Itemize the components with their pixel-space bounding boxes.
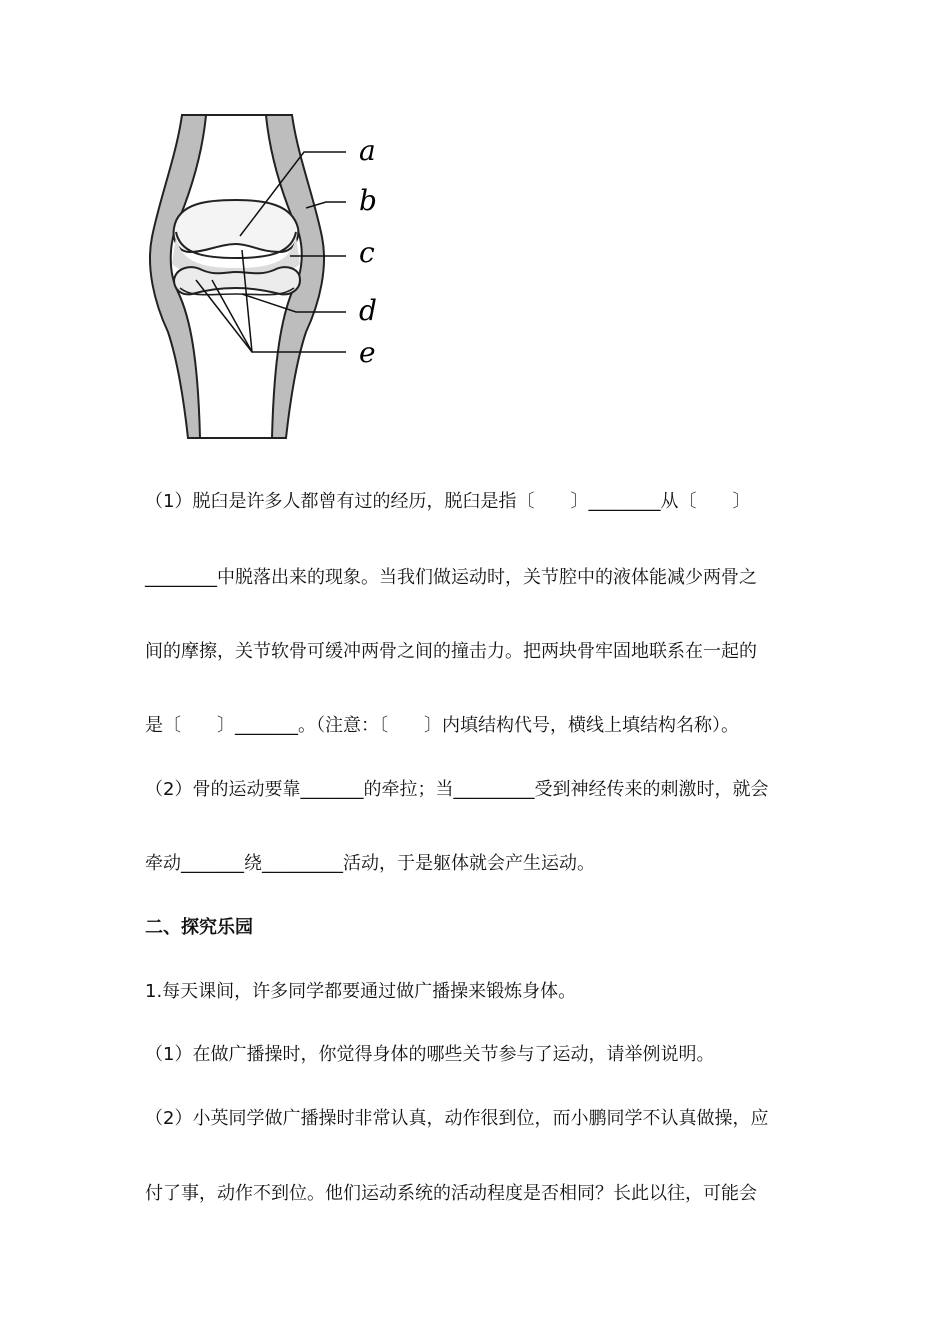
- exploration-intro: 1.每天课间，许多同学都要通过做广播操来锻炼身体。: [145, 981, 577, 1002]
- label-a: a: [359, 134, 376, 167]
- question-1-line-3: 间的摩擦，关节软骨可缓冲两骨之间的撞击力。把两块骨牢固地联系在一起的: [145, 641, 757, 662]
- section-heading: 二、探究乐园: [145, 917, 253, 938]
- exploration-q2-line-1: （2）小英同学做广播操时非常认真，动作很到位，而小鹏同学不认真做操，应: [145, 1108, 769, 1129]
- knee-joint-diagram: [140, 112, 400, 442]
- exploration-q1: （1）在做广播操时，你觉得身体的哪些关节参与了运动，请举例说明。: [145, 1044, 715, 1065]
- exploration-q2-line-2: 付了事，动作不到位。他们运动系统的活动程度是否相同？长此以往，可能会: [145, 1183, 757, 1204]
- question-2-line-2: 牵动_______绕_________活动，于是躯体就会产生运动。: [145, 853, 595, 874]
- label-e: e: [359, 336, 376, 369]
- question-1-line-1: （1）脱臼是许多人都曾有过的经历，脱臼是指〔 〕________从〔 〕: [145, 491, 751, 512]
- label-b: b: [359, 184, 377, 217]
- label-d: d: [359, 294, 377, 327]
- joint-head: [174, 200, 299, 252]
- question-1-line-2: ________中脱落出来的现象。当我们做运动时，关节腔中的液体能减少两骨之: [145, 567, 757, 588]
- question-2-line-1: （2）骨的运动要靠_______的牵拉；当_________受到神经传来的刺激时，就会: [145, 779, 769, 800]
- label-c: c: [359, 236, 375, 269]
- question-1-line-4: 是〔 〕_______。（注意：〔 〕内填结构代号，横线上填结构名称）。: [145, 715, 739, 736]
